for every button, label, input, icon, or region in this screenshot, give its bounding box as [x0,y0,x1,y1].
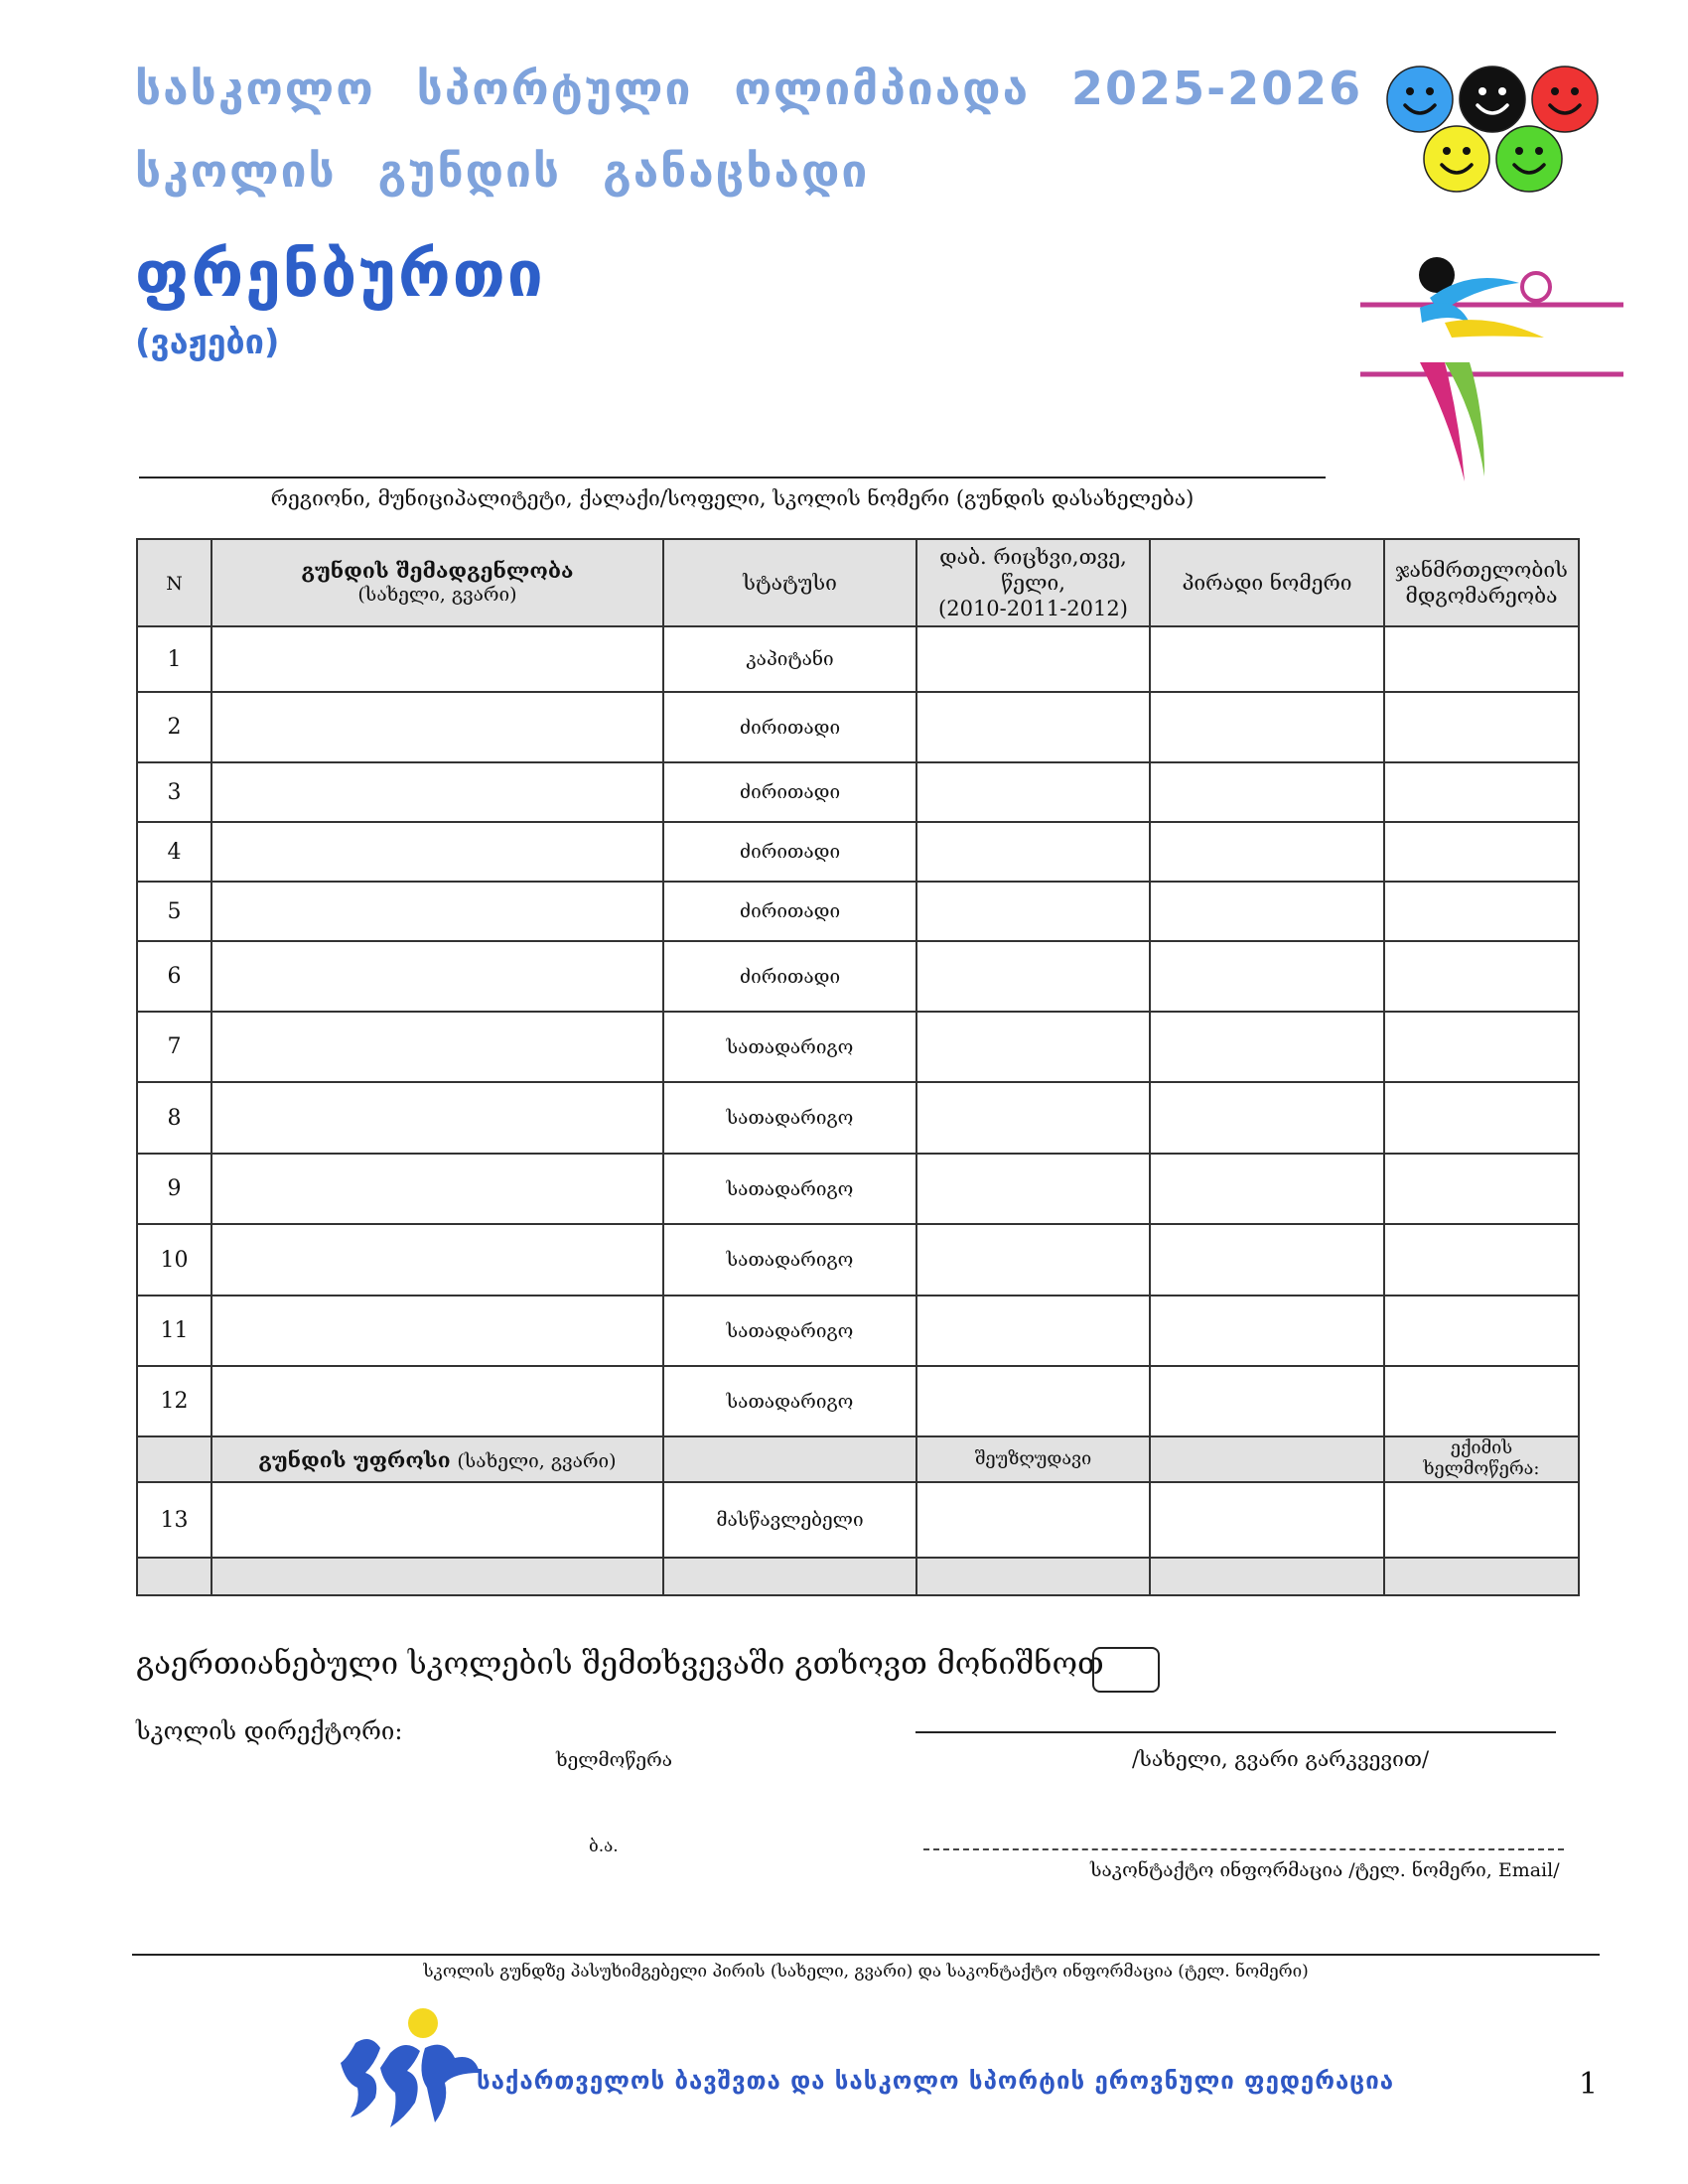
player-name-cell[interactable] [211,1366,663,1436]
roster-table [136,538,1580,1596]
header-word: განაცხადი [603,144,870,198]
team-leader-label: გუნდის უფროსი (სახელი, გვარი) [211,1436,663,1482]
health-cell[interactable] [1384,692,1579,762]
player-name-cell[interactable] [211,626,663,692]
table-row: 9 სათადარიგო [137,1154,1579,1224]
status-cell: კაპიტანი [663,626,916,692]
health-cell[interactable] [1384,822,1579,882]
responsible-person-label: სკოლის გუნდზე პასუხიმგებელი პირის (სახელი, გვარი) და საკონტაქტო ინფორმაცია (ტელ. ნომერი) [423,1962,1309,1981]
status-cell: სათადარიგო [663,1012,916,1082]
table-row: 10 სათადარიგო [137,1224,1579,1296]
status-cell: მასწავლებელი [663,1482,916,1558]
signature-label: ხელმოწერა [556,1749,672,1771]
personal-id-cell[interactable] [1150,1154,1384,1224]
header-word: გუნდის [377,144,562,198]
status-cell: ძირითადი [663,882,916,941]
health-cell[interactable] [1384,1082,1579,1154]
player-name-cell[interactable] [211,1082,663,1154]
health-cell[interactable] [1384,762,1579,822]
olympic-smiley-rings-icon [1385,60,1623,199]
table-row: 3 ძირითადი [137,762,1579,822]
region-label: რეგიონი, მუნიციპალიტეტი, ქალაქი/სოფელი, სკოლის ნომერი (გუნდის დასახელება) [270,486,1195,510]
table-row: 12 სათადარიგო [137,1366,1579,1436]
player-name-cell[interactable] [211,1012,663,1082]
header-word: სასკოლო [135,62,375,115]
col-header-n: N [137,539,211,626]
dob-cell[interactable] [916,1012,1150,1082]
personal-id-cell[interactable] [1150,822,1384,882]
status-cell: სათადარიგო [663,1296,916,1366]
dob-cell[interactable] [916,1154,1150,1224]
header-word: სკოლის [135,144,337,198]
table-row: 6 ძირითადი [137,941,1579,1012]
header-line-1 [135,62,1404,115]
doctor-signature-cell[interactable] [1384,1482,1579,1558]
player-name-cell[interactable] [211,692,663,762]
table-row: 4 ძირითადი [137,822,1579,882]
dob-cell[interactable] [916,692,1150,762]
header-year: 2025-2026 [1071,62,1363,115]
contact-label: საკონტაქტო ინფორმაცია /ტელ. ნომერი, Email/ [1090,1859,1560,1881]
teacher-row: 13 მასწავლებელი [137,1482,1579,1558]
sport-title: ფრენბურთი [135,238,545,312]
status-cell: ძირითადი [663,762,916,822]
personal-id-cell[interactable] [1150,1366,1384,1436]
table-row: 2 ძირითადი [137,692,1579,762]
player-name-cell[interactable] [211,762,663,822]
dob-cell[interactable] [916,626,1150,692]
team-leader-header-row [137,1436,1579,1482]
col-header-status: სტატუსი [663,539,916,626]
table-row: 5 ძირითადი [137,882,1579,941]
status-cell: სათადარიგო [663,1082,916,1154]
dob-cell[interactable] [916,1366,1150,1436]
status-cell: ძირითადი [663,822,916,882]
health-cell[interactable] [1384,626,1579,692]
dob-cell[interactable] [916,762,1150,822]
dob-cell[interactable] [916,941,1150,1012]
dob-cell[interactable] [916,882,1150,941]
header-word: სპორტული [416,62,693,115]
teacher-name-cell[interactable] [211,1482,663,1558]
personal-id-cell[interactable] [1150,692,1384,762]
director-name-line[interactable] [915,1731,1556,1733]
health-cell[interactable] [1384,941,1579,1012]
region-line [139,477,1326,478]
status-cell: სათადარიგო [663,1154,916,1224]
table-header-row [137,539,1579,626]
player-name-cell[interactable] [211,882,663,941]
header-word: ოლიმპიადა [734,62,1031,115]
gender-subtitle: (ვაჟები) [135,323,280,362]
status-cell: სათადარიგო [663,1366,916,1436]
health-cell[interactable] [1384,1012,1579,1082]
health-cell[interactable] [1384,1224,1579,1296]
merged-schools-checkbox[interactable] [1092,1647,1160,1693]
col-header-dob: დაბ. რიცხვი,თვე, წელი, (2010-2011-2012) [916,539,1150,626]
personal-id-cell[interactable] [1150,626,1384,692]
federation-name: საქართველოს ბავშვთა და სასკოლო სპორტის ეროვნული ფედერაცია [477,2067,1395,2095]
health-cell[interactable] [1384,1296,1579,1366]
status-cell: ძირითადი [663,692,916,762]
personal-id-cell[interactable] [1150,882,1384,941]
player-name-cell[interactable] [211,822,663,882]
director-label: სკოლის დირექტორი: [136,1717,403,1745]
header-line-2 [135,144,911,198]
page-number: 1 [1579,2067,1599,2102]
player-name-cell[interactable] [211,941,663,1012]
table-row: 8 სათადარიგო [137,1082,1579,1154]
personal-id-cell[interactable] [1150,762,1384,822]
footer-line[interactable] [132,1954,1600,1956]
dob-cell[interactable] [916,1224,1150,1296]
personal-id-cell[interactable] [1150,1224,1384,1296]
merged-schools-question: გაერთიანებული სკოლების შემთხვევაში გთხოვთ მონიშნოთ [136,1646,1104,1682]
col-header-personal-id: პირადი ნომერი [1150,539,1384,626]
col-header-health: ჯანმრთელობის მდგომარეობა [1384,539,1579,626]
health-cell[interactable] [1384,1154,1579,1224]
health-cell[interactable] [1384,1366,1579,1436]
dob-cell[interactable] [916,1082,1150,1154]
table-row: 7 სათადარიგო [137,1012,1579,1082]
doctor-signature-label: ექიმის ხელმოწერა: [1384,1436,1579,1482]
health-cell[interactable] [1384,882,1579,941]
table-footer-row [137,1558,1579,1595]
player-name-cell[interactable] [211,1224,663,1296]
personal-id-cell[interactable] [1150,1012,1384,1082]
federation-logo-icon [336,2003,485,2137]
player-name-cell[interactable] [211,1154,663,1224]
volleyball-player-icon [1360,253,1628,491]
personal-id-cell[interactable] [1150,1482,1384,1558]
personal-id-cell[interactable] [1150,941,1384,1012]
dob-cell[interactable] [916,1296,1150,1366]
status-cell: ძირითადი [663,941,916,1012]
unlimited-label: შეუზღუდავი [916,1436,1150,1482]
dob-cell[interactable] [916,822,1150,882]
table-row: 1 კაპიტანი [137,626,1579,692]
col-header-composition: გუნდის შემადგენლობა (სახელი, გვარი) [211,539,663,626]
table-row: 11 სათადარიგო [137,1296,1579,1366]
status-cell: სათადარიგო [663,1224,916,1296]
personal-id-cell[interactable] [1150,1082,1384,1154]
name-label: /სახელი, გვარი გარკვევით/ [1132,1747,1430,1771]
stamp-label: ბ.ა. [589,1837,619,1856]
dob-cell[interactable] [916,1482,1150,1558]
player-name-cell[interactable] [211,1296,663,1366]
contact-line[interactable] [923,1848,1564,1850]
personal-id-cell[interactable] [1150,1296,1384,1366]
